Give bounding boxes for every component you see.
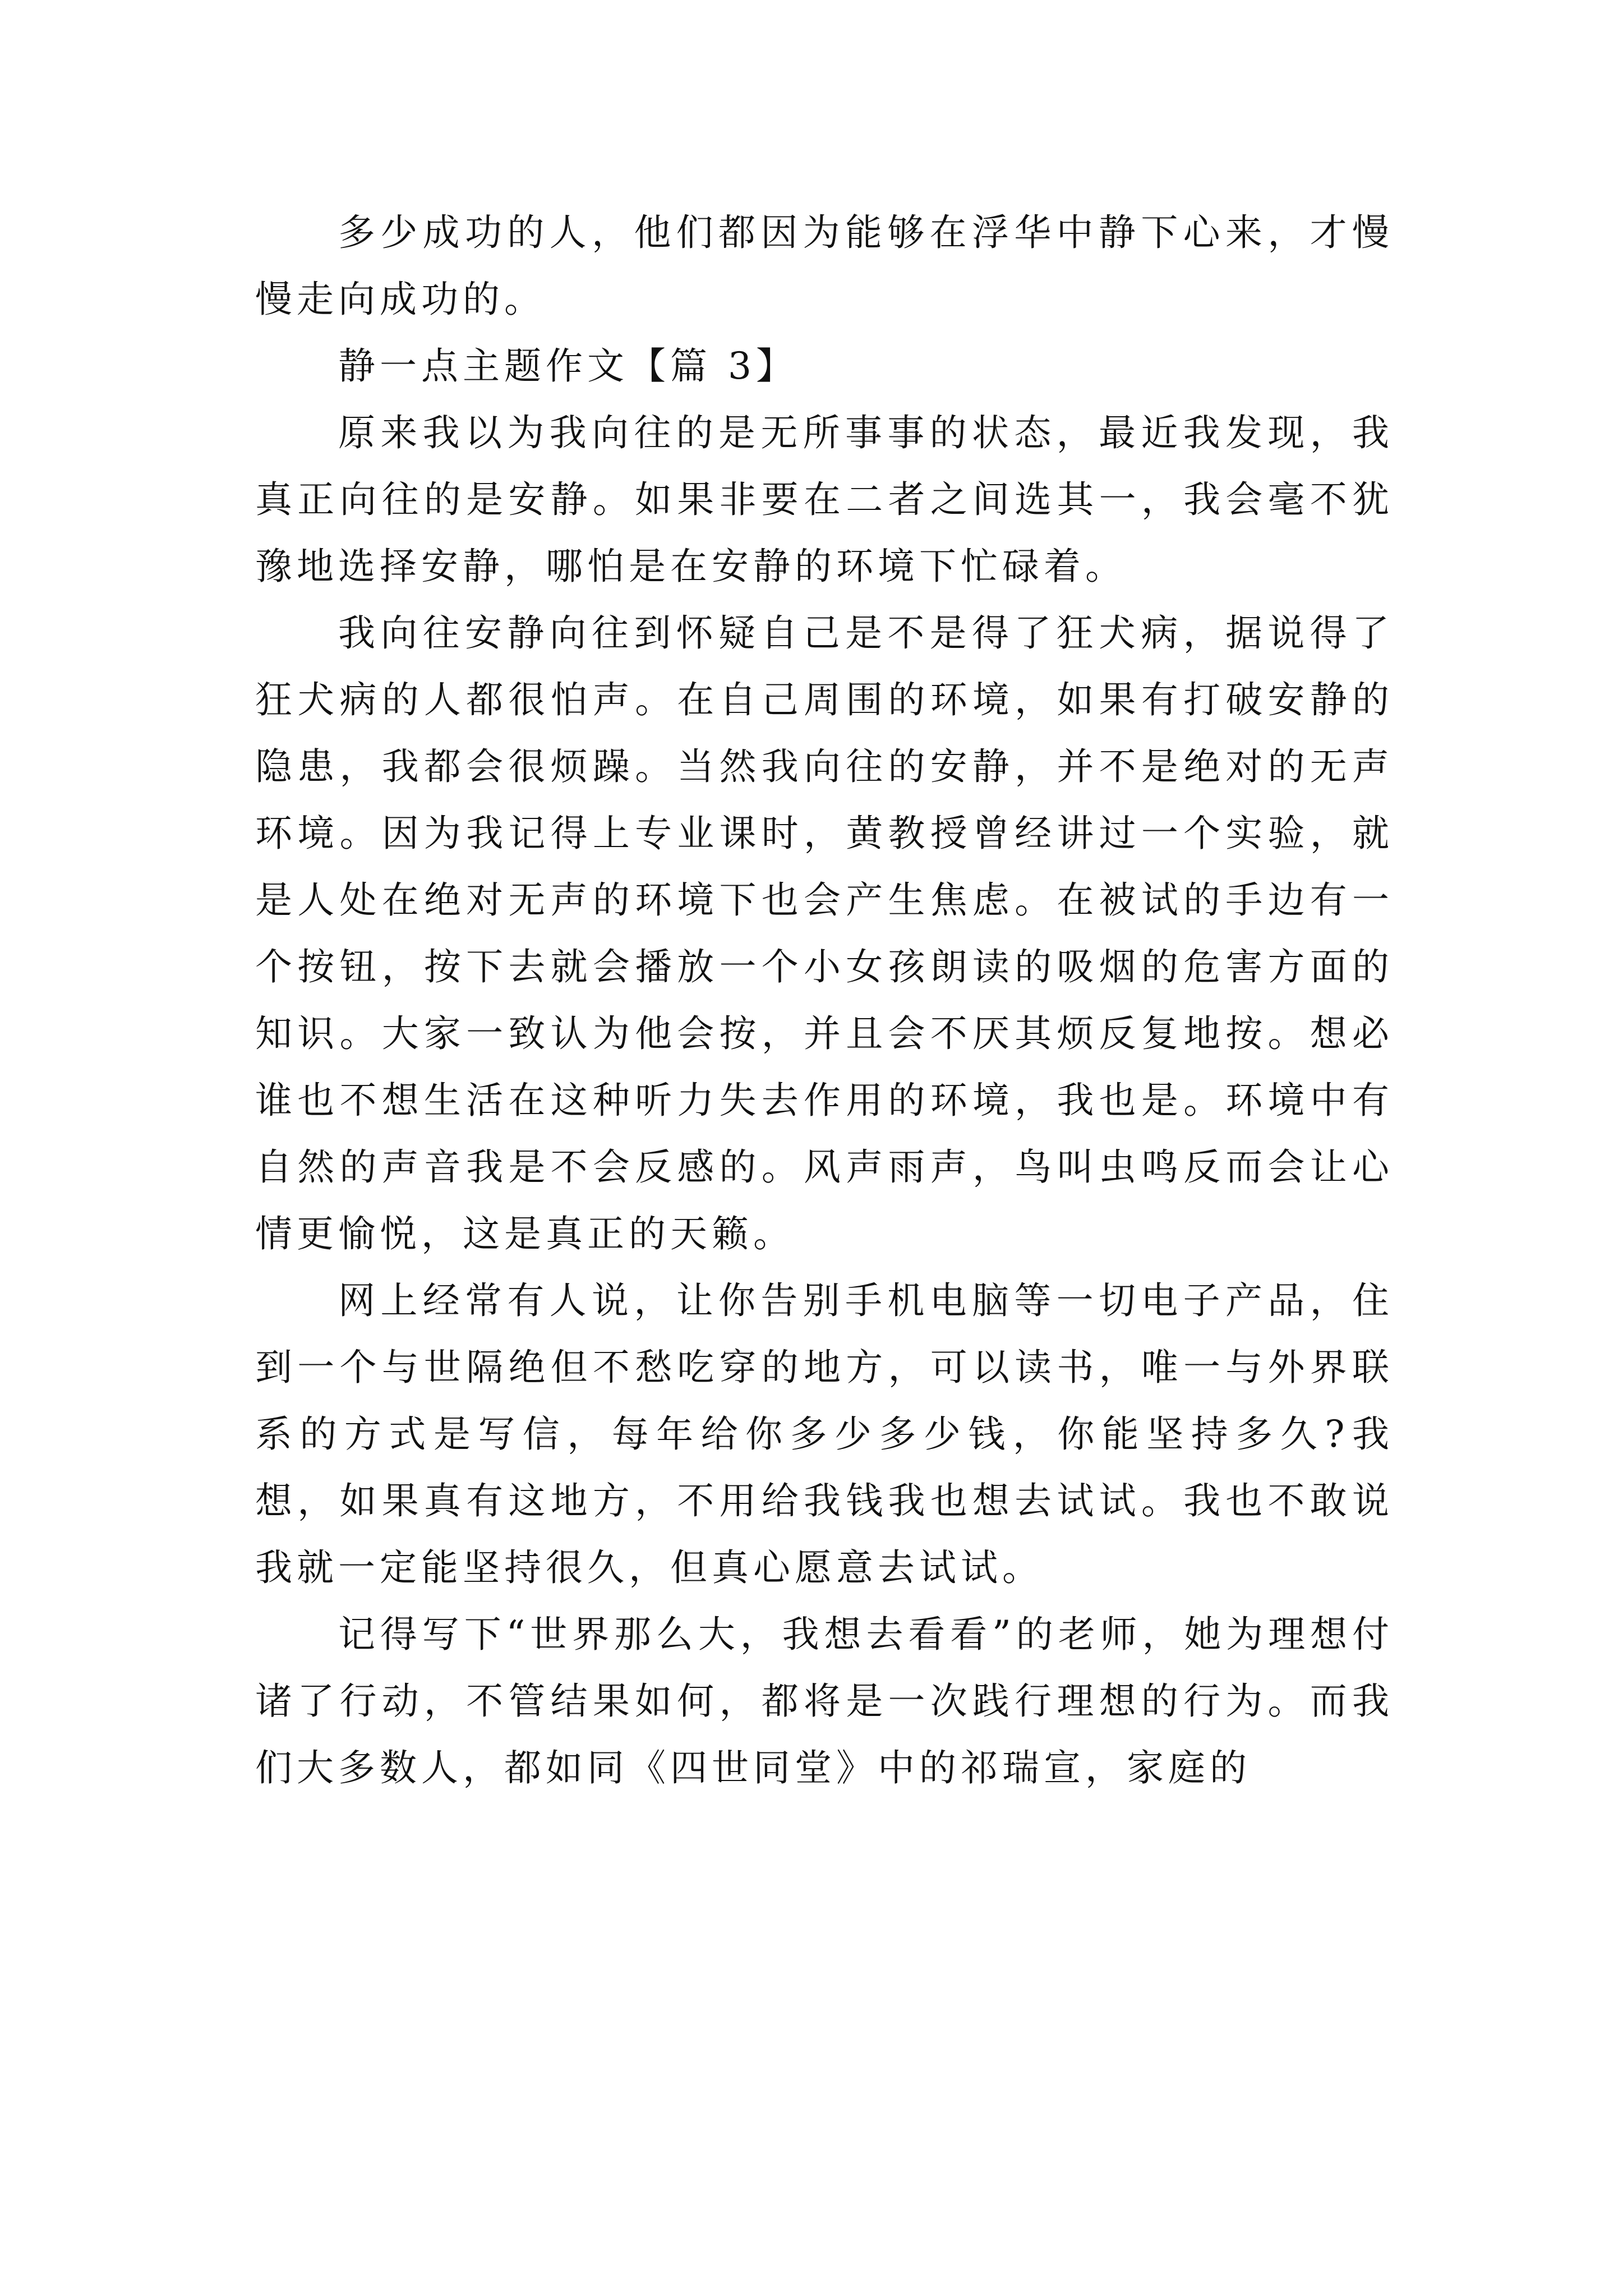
paragraph-5: 记得写下“世界那么大，我想去看看”的老师，她为理想付诸了行动，不管结果如何，都将是一次践行理想的行为。而我们大多数人，都如同《四世同堂》中的祁瑞宣，家庭的 [255,1613,1394,1789]
section-heading: 静一点主题作文【篇 3】 [338,344,797,388]
document-body [255,199,1394,1801]
paragraph-2: 原来我以为我向往的是无所事事的状态，最近我发现，我真正向往的是安静。如果非要在二者之间选其一，我会毫不犹豫地选择安静，哪怕是在安静的环境下忙碌着。 [255,411,1394,588]
paragraph-4: 网上经常有人说，让你告别手机电脑等一切电子产品，住到一个与世隔绝但不愁吃穿的地方，可以读书，唯一与外界联系的方式是写信，每年给你多少多少钱，你能坚持多久?我想，如果真有这地方，不用给我钱我也想去试试。我也不敢说我就一定能坚持很久，但真心愿意去试试。 [255,1279,1394,1589]
paragraph-1: 多少成功的人，他们都因为能够在浮华中静下心来，才慢慢走向成功的。 [255,211,1394,321]
paragraph-3: 我向往安静向往到怀疑自己是不是得了狂犬病，据说得了狂犬病的人都很怕声。在自己周围的环境，如果有打破安静的隐患，我都会很烦躁。当然我向往的安静，并不是绝对的无声环境。因为我记得上专业课时，黄教授曾经讲过一个实验，就是人处在绝对无声的环境下也会产生焦虑。在被试的手边有一个按钮，按下去就会播放一个小女孩朗读的吸烟的危害方面的知识。大家一致认为他会按，并且会不厌其烦反复地按。想必谁也不想生活在这种听力失去作用的环境，我也是。环境中有自然的声音我是不会反感的。风声雨声，鸟叫虫鸣反而会让心情更愉悦，这是真正的天籁。 [255,611,1394,1255]
